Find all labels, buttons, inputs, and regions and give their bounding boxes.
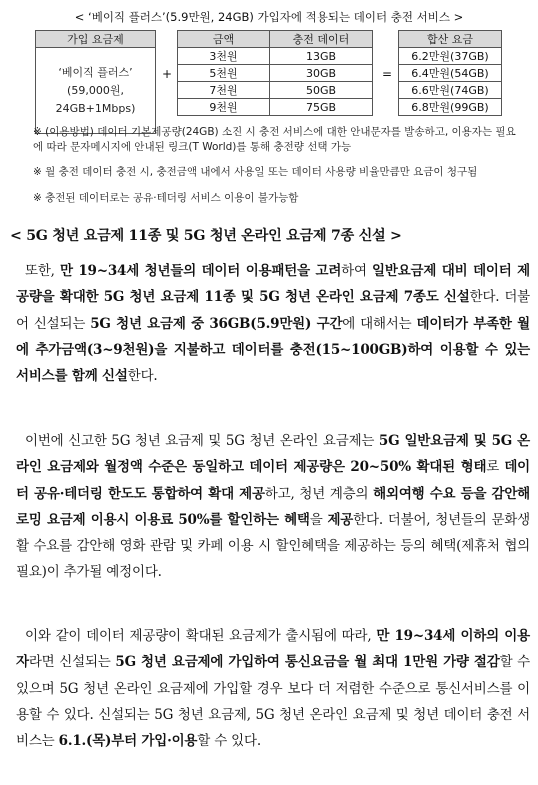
plan-price: (59,000원,: [67, 83, 124, 97]
charge-data: 13GB: [270, 48, 373, 65]
total-value: 6.4만원(54GB): [399, 65, 502, 82]
table-caption: < ‘베이직 플러스’(5.9만원, 24GB) 가입자에 적용되는 데이터 충전 서비스 >: [74, 10, 464, 24]
paragraph-3: [16, 623, 530, 754]
table-row: [178, 99, 373, 116]
bold-text: 5G 청년 요금제에 가입하여 통신요금을 월 최대 1만원 가량 절감: [115, 654, 500, 671]
plus-sign: +: [162, 67, 173, 81]
plan-name: ‘베이직 플러스’: [58, 65, 133, 79]
note-billing: ※ 월 충전 데이터 충전 시, 충전금액 내에서 사용일 또는 데이터 사용량 비율만큼만 요금이 청구됨: [33, 166, 478, 178]
total-header: 합산 요금: [399, 31, 502, 48]
text: 한다.: [127, 368, 158, 385]
text: 이번에 신고한 5G 청년 요금제 및 5G 청년 온라인 요금제는: [25, 433, 379, 449]
table-row: [178, 82, 373, 99]
bold-text: 데이터 공유·테더링 한도도 통합하여 확대 제공: [16, 459, 530, 502]
table-row: [399, 65, 502, 82]
plan-cell: [36, 48, 156, 134]
charge-data: 50GB: [270, 82, 373, 99]
note-usage: ※ (이용방법) 데이터 기본제공량(24GB) 소진 시 충전 서비스에 대한 안내문자를 발송하고, 이용자는 필요에 따라 문자메시지에 안내된 링크(T World)를 통해 충전량 선택 가능: [33, 126, 516, 153]
text: 또한,: [25, 263, 60, 279]
text: 이와 같이 데이터 제공량이 확대된 요금제가 출시됨에 따라,: [25, 628, 377, 644]
total-value: 6.2만원(37GB): [399, 48, 502, 65]
note-sharing: ※ 충전된 데이터로는 공유·테더링 서비스 이용이 불가능함: [33, 192, 299, 204]
bold-text: 해외여행 수요 등을 감안해 로밍 요금제 이용시 이용료 50%를 할인하는 혜택: [16, 485, 530, 528]
charge-amount: 3천원: [178, 48, 270, 65]
plan-table: [35, 30, 156, 134]
total-table: [398, 30, 502, 116]
text: 한다. 더불어, 청년들의 문화생활 수요를 감안해 영화 관람 및 카페 이용 시 할인혜택을 제공하는 등의 혜택(제휴처 협의 필요)이 추가될 예정이다.: [16, 511, 530, 581]
plan-data: 24GB+1Mbps): [55, 101, 136, 115]
bold-text: 6.1.(목)부터 가입·이용: [58, 733, 198, 750]
total-value: 6.8만원(99GB): [399, 99, 502, 116]
text: 한다. 더불어 신설되는: [16, 289, 531, 332]
bold-text: 데이터가 부족한 월에 추가금액(3~9천원)을 지불하고 데이터를 충전(15~100GB)하여 이용할 수 있는 서비스를 함께 신설: [16, 315, 531, 385]
paragraph-1: [16, 258, 530, 389]
table-row: [399, 48, 502, 65]
charge-data: 30GB: [270, 65, 373, 82]
text: 할 수 있다.: [197, 733, 261, 750]
bold-text: 5G 일반요금제 및 5G 온라인 요금제와 월정액 수준은 동일하고 데이터 제공량은 20~50% 확대된 형태: [16, 433, 530, 476]
total-value: 6.6만원(74GB): [399, 82, 502, 99]
paragraph-2: [16, 428, 530, 586]
bold-text: 만 19~34세 청년들의 데이터 이용패턴을 고려: [59, 263, 342, 279]
section-title: < 5G 청년 요금제 11종 및 5G 청년 온라인 요금제 7종 신설 >: [10, 228, 402, 244]
charge-amount: 7천원: [178, 82, 270, 99]
text: 할 수 있으며 5G 청년 온라인 요금제에 가입할 경우 보다 더 저렴한 수준으로 통신서비스를 이용할 수 있다. 신설되는 5G 청년 요금제, 5G 청년 온라인 요금제 및 청년 데이터 충전 서비스는: [16, 654, 530, 750]
table-row: [178, 65, 373, 82]
text: 을: [309, 511, 328, 528]
equals-sign: =: [382, 67, 393, 81]
charge-amount: 5천원: [178, 65, 270, 82]
bold-text: 만 19~34세 이하의 이용자: [16, 628, 530, 671]
table-row: [178, 48, 373, 65]
text: 하여: [341, 263, 373, 279]
text: 라면 신설되는: [28, 654, 116, 671]
table-row: [399, 82, 502, 99]
bold-text: 5G 청년 요금제 중 36GB(5.9만원) 구간: [90, 315, 343, 332]
text: 로: [486, 459, 505, 476]
bold-text: 일반요금제 대비 데이터 제공량을 확대한 5G 청년 요금제 11종 및 5G 청년 온라인 요금제 7종도 신설: [16, 263, 531, 306]
charge-amount: 9천원: [178, 99, 270, 116]
text: 하고, 청년 계층의: [264, 485, 374, 502]
charge-table: [177, 30, 373, 116]
bold-text: 제공: [327, 511, 354, 528]
charge-header-data: 충전 데이터: [270, 31, 373, 48]
charge-data: 75GB: [270, 99, 373, 116]
charge-header-amount: 금액: [178, 31, 270, 48]
table-row: [399, 99, 502, 116]
plan-table-header: 가입 요금제: [36, 31, 156, 48]
text: 에 대해서는: [342, 315, 417, 332]
